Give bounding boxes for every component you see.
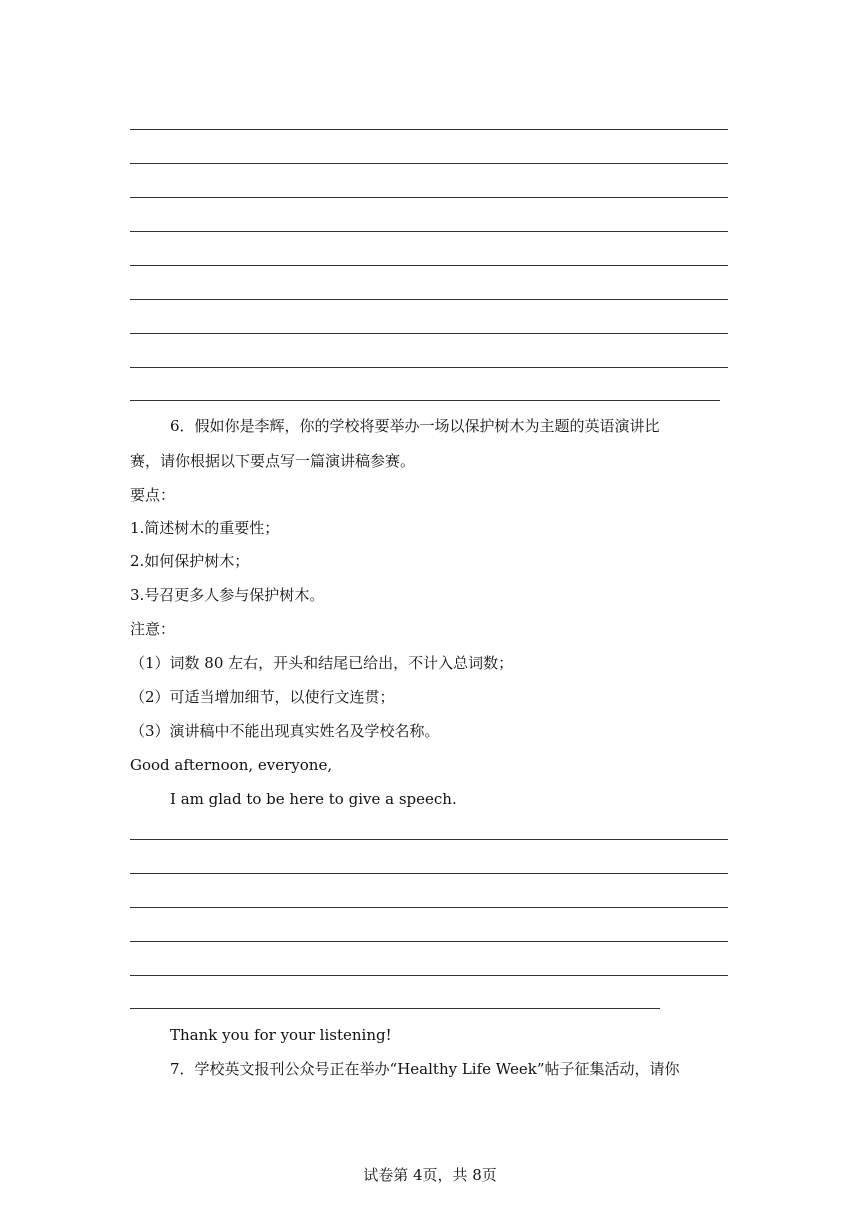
answer-line[interactable] bbox=[130, 873, 728, 874]
answer-line[interactable] bbox=[130, 299, 728, 300]
answer-line[interactable] bbox=[130, 839, 728, 840]
closing-sentence: Thank you for your listening! bbox=[170, 1026, 392, 1044]
question-6-prompt-line-1: 6．假如你是李辉，你的学校将要举办一场以保护树木为主题的英语演讲比 bbox=[170, 417, 660, 435]
point-item-1: 1.简述树木的重要性； bbox=[130, 519, 280, 537]
question-7-prompt-line-1: 7．学校英文报刊公众号正在举办“Healthy Life Week”帖子征集活动，请你 bbox=[170, 1060, 680, 1078]
note-item-3: （3）演讲稿中不能出现真实姓名及学校名称。 bbox=[130, 722, 440, 740]
question-6-prompt-line-2: 赛，请你根据以下要点写一篇演讲稿参赛。 bbox=[130, 452, 416, 470]
answer-line[interactable] bbox=[130, 265, 728, 266]
answer-line[interactable] bbox=[130, 907, 728, 908]
points-label: 要点： bbox=[130, 486, 176, 504]
answer-line[interactable] bbox=[130, 400, 720, 401]
answer-line[interactable] bbox=[130, 975, 728, 976]
answer-line[interactable] bbox=[130, 231, 728, 232]
page-number: 试卷第 4页，共 8页 bbox=[363, 1166, 497, 1184]
answer-line[interactable] bbox=[130, 197, 728, 198]
note-item-2: （2）可适当增加细节，以使行文连贯； bbox=[130, 688, 395, 706]
answer-line[interactable] bbox=[130, 333, 728, 334]
opening-greeting: Good afternoon, everyone, bbox=[130, 756, 333, 774]
answer-line[interactable] bbox=[130, 941, 728, 942]
answer-line[interactable] bbox=[130, 163, 728, 164]
opening-sentence: I am glad to be here to give a speech. bbox=[170, 790, 457, 808]
point-item-2: 2.如何保护树木； bbox=[130, 552, 250, 570]
answer-line[interactable] bbox=[130, 129, 728, 130]
notes-label: 注意： bbox=[130, 620, 176, 638]
note-item-1: （1）词数 80 左右，开头和结尾已给出，不计入总词数； bbox=[130, 654, 514, 672]
point-item-3: 3.号召更多人参与保护树木。 bbox=[130, 586, 325, 604]
answer-line[interactable] bbox=[130, 1008, 660, 1009]
answer-line[interactable] bbox=[130, 367, 728, 368]
